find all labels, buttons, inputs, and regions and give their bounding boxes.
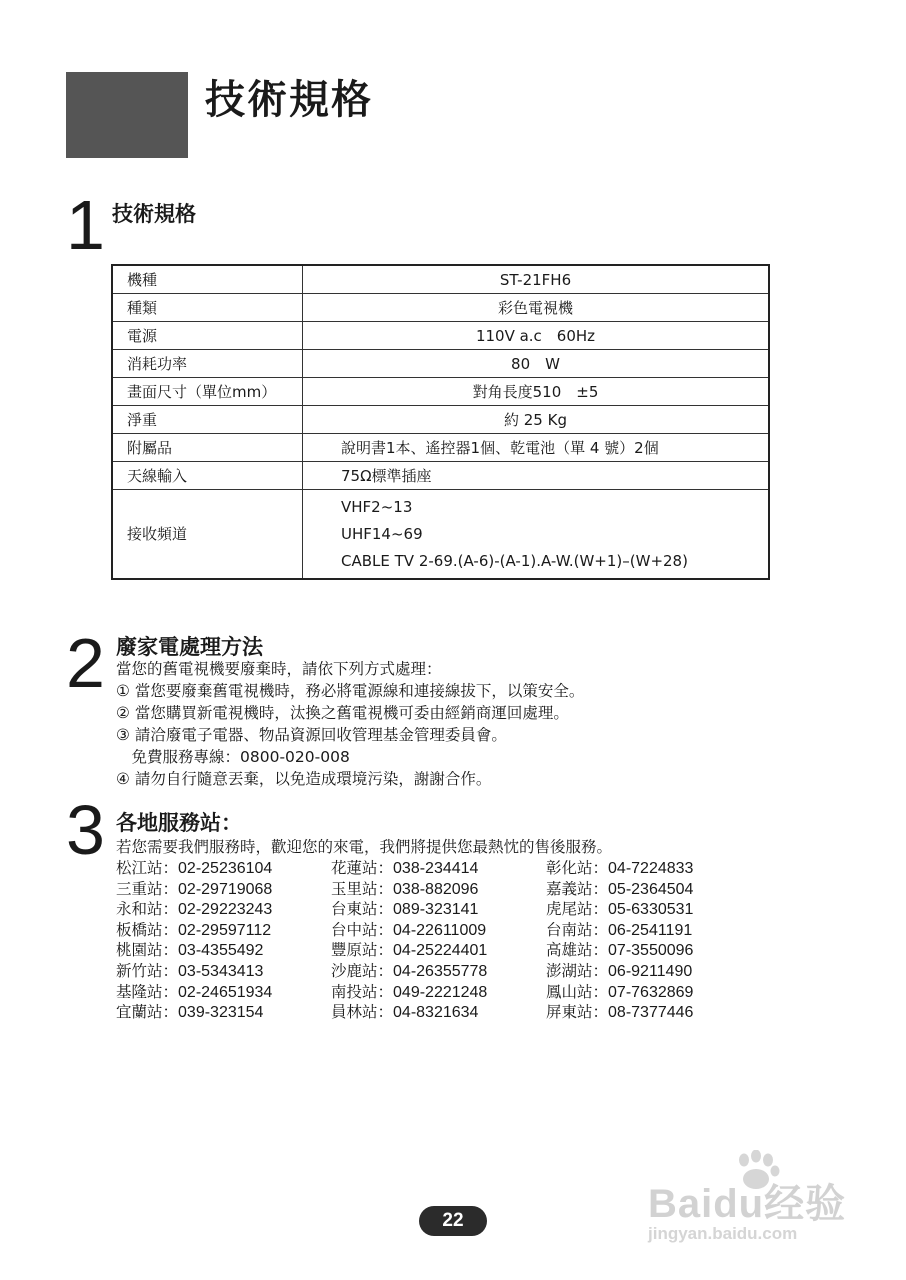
- spec-row: [112, 462, 769, 490]
- spec-row: [112, 378, 769, 406]
- station-phone: 049-2221248: [393, 983, 488, 1001]
- station-phone: 05-2364504: [608, 880, 694, 898]
- station-phone: 038-882096: [393, 880, 479, 898]
- station-phone: 06-9211490: [608, 962, 693, 980]
- station-phone: 03-5343413: [178, 962, 264, 980]
- station-entry: [116, 982, 336, 1003]
- station-phone: 038-234414: [393, 860, 479, 877]
- station-phone: 039-323154: [178, 1004, 264, 1022]
- station-name: 台南站：: [546, 920, 609, 939]
- stations-column-2: [331, 858, 551, 1023]
- section-2-number: 2: [66, 624, 105, 702]
- spec-table: [111, 264, 770, 580]
- disposal-item: 免費服務專線：0800-020-008: [116, 748, 350, 766]
- spec-row: [112, 434, 769, 462]
- station-phone: 04-22611009: [393, 921, 487, 939]
- section-2-intro: 當您的舊電視機要廢棄時，請依下列方式處理：: [116, 660, 442, 678]
- station-entry: [116, 920, 336, 941]
- channel-line: CABLE TV 2-69.(A-6)-(A-1).A-W.(W+1)–(W+28): [341, 551, 688, 570]
- station-entry: [331, 940, 551, 961]
- spec-key: 天線輸入: [112, 462, 303, 490]
- section-1-number: 1: [66, 186, 105, 264]
- station-name: 嘉義站：: [546, 879, 609, 898]
- station-entry: [331, 879, 551, 900]
- spec-row-channels: [112, 490, 769, 580]
- station-entry: [116, 940, 336, 961]
- station-name: 鳳山站：: [546, 982, 609, 1001]
- station-name: 桃園站：: [116, 941, 179, 960]
- spec-key: 畫面尺寸（單位mm）: [112, 378, 303, 406]
- disposal-item: ④ 請勿自行隨意丟棄，以免造成環境污染，謝謝合作。: [116, 770, 492, 788]
- station-name: 台中站：: [331, 920, 394, 939]
- station-name: 基隆站：: [116, 982, 179, 1001]
- station-entry: [331, 920, 551, 941]
- station-phone: 04-26355778: [393, 962, 488, 980]
- spec-row: [112, 265, 769, 294]
- station-entry: [546, 961, 766, 982]
- spec-key: 淨重: [112, 406, 303, 434]
- station-name: 屏東站：: [546, 1003, 609, 1022]
- station-name: 新竹站：: [116, 961, 179, 980]
- stations-column-3: [546, 858, 766, 1023]
- station-name: 永和站：: [116, 900, 179, 919]
- spec-key: 機種: [112, 265, 303, 294]
- station-entry: [116, 879, 336, 900]
- spec-value: 彩色電視機: [303, 294, 770, 322]
- page-title: 技術規格: [205, 77, 373, 123]
- station-phone: 089-323141: [393, 901, 479, 919]
- station-entry: [546, 879, 766, 900]
- station-name: 沙鹿站：: [331, 961, 394, 980]
- spec-row: [112, 294, 769, 322]
- station-phone: 04-25224401: [393, 942, 488, 960]
- section-3-number: 3: [66, 791, 105, 869]
- spec-value: 75Ω標準插座: [303, 462, 770, 490]
- station-entry: [116, 1002, 336, 1023]
- station-entry: [546, 982, 766, 1003]
- section-3-intro: [116, 836, 612, 858]
- station-entry: [546, 1002, 766, 1023]
- spec-key: 附屬品: [112, 434, 303, 462]
- station-entry: [116, 899, 336, 920]
- spec-value: 對角長度510 ±5: [303, 378, 770, 406]
- spec-key: 消耗功率: [112, 350, 303, 378]
- spec-value: 110V a.c 60Hz: [303, 322, 770, 350]
- station-name: 南投站：: [331, 982, 394, 1001]
- section-2-title: 廢家電處理方法: [116, 635, 263, 659]
- station-phone: 07-3550096: [608, 942, 694, 960]
- spec-row: [112, 322, 769, 350]
- station-entry: [331, 899, 551, 920]
- watermark-brand: Baidu经验: [648, 1182, 847, 1226]
- station-name: 花蓮站：: [331, 859, 394, 877]
- section-2-body: [116, 658, 584, 790]
- station-entry: [331, 858, 551, 879]
- station-entry: [546, 920, 766, 941]
- station-phone: 04-7224833: [608, 860, 694, 877]
- spec-value: 80 W: [303, 350, 770, 378]
- spec-value: 約 25 Kg: [303, 406, 770, 434]
- station-phone: 03-4355492: [178, 942, 264, 960]
- station-entry: [116, 961, 336, 982]
- station-entry: [331, 982, 551, 1003]
- station-name: 彰化站：: [546, 859, 609, 877]
- station-entry: [546, 940, 766, 961]
- station-phone: 02-29719068: [178, 880, 273, 898]
- disposal-item: ② 當您購買新電視機時，汰換之舊電視機可委由經銷商運回處理。: [116, 704, 569, 722]
- station-entry: [331, 1002, 551, 1023]
- spec-row: [112, 406, 769, 434]
- station-name: 玉里站：: [331, 879, 394, 898]
- station-name: 澎湖站：: [546, 961, 609, 980]
- spec-row: [112, 350, 769, 378]
- station-phone: 02-24651934: [178, 983, 273, 1001]
- station-entry: [331, 961, 551, 982]
- disposal-item: ① 當您要廢棄舊電視機時，務必將電源線和連接線拔下，以策安全。: [116, 682, 585, 700]
- section-3-title: 各地服務站：: [116, 811, 242, 835]
- station-phone: 05-6330531: [608, 901, 694, 919]
- station-name: 豐原站：: [331, 941, 394, 960]
- page-number: 22: [419, 1206, 487, 1236]
- header-block: [66, 72, 188, 158]
- station-phone: 06-2541191: [608, 921, 693, 939]
- disposal-item: ③ 請洽廢電子電器、物品資源回收管理基金管理委員會。: [116, 726, 507, 744]
- station-phone: 02-29597112: [178, 921, 272, 939]
- spec-key: 電源: [112, 322, 303, 350]
- station-entry: [116, 858, 336, 879]
- stations-column-1: [116, 858, 336, 1023]
- station-entry: [546, 858, 766, 879]
- station-phone: 07-7632869: [608, 983, 694, 1001]
- station-phone: 02-29223243: [178, 901, 273, 919]
- station-name: 員林站：: [331, 1003, 394, 1022]
- channel-line: VHF2~13: [341, 497, 413, 516]
- section-1-title: 技術規格: [112, 202, 196, 226]
- channel-line: UHF14~69: [341, 524, 423, 543]
- station-name: 三重站：: [116, 879, 179, 898]
- spec-value-channels: [303, 490, 770, 580]
- station-name: 高雄站：: [546, 941, 609, 960]
- station-name: 宜蘭站：: [116, 1003, 179, 1022]
- watermark-url: jingyan.baidu.com: [648, 1224, 798, 1243]
- section-3-intro-text: 若您需要我們服務時，歡迎您的來電，我們將提供您最熱忱的售後服務。: [116, 838, 613, 856]
- spec-key: 種類: [112, 294, 303, 322]
- baidu-watermark: [648, 1150, 868, 1260]
- station-name: 松江站：: [116, 859, 179, 877]
- station-phone: 04-8321634: [393, 1004, 479, 1022]
- station-name: 台東站：: [331, 900, 394, 919]
- station-name: 虎尾站：: [546, 900, 609, 919]
- spec-value: 說明書1本、遙控器1個、乾電池（單 4 號）2個: [303, 434, 770, 462]
- station-phone: 02-25236104: [178, 860, 273, 877]
- spec-key: 接收頻道: [112, 490, 303, 580]
- station-name: 板橋站：: [116, 920, 179, 939]
- station-entry: [546, 899, 766, 920]
- spec-value: ST-21FH6: [303, 265, 770, 294]
- station-phone: 08-7377446: [608, 1004, 694, 1022]
